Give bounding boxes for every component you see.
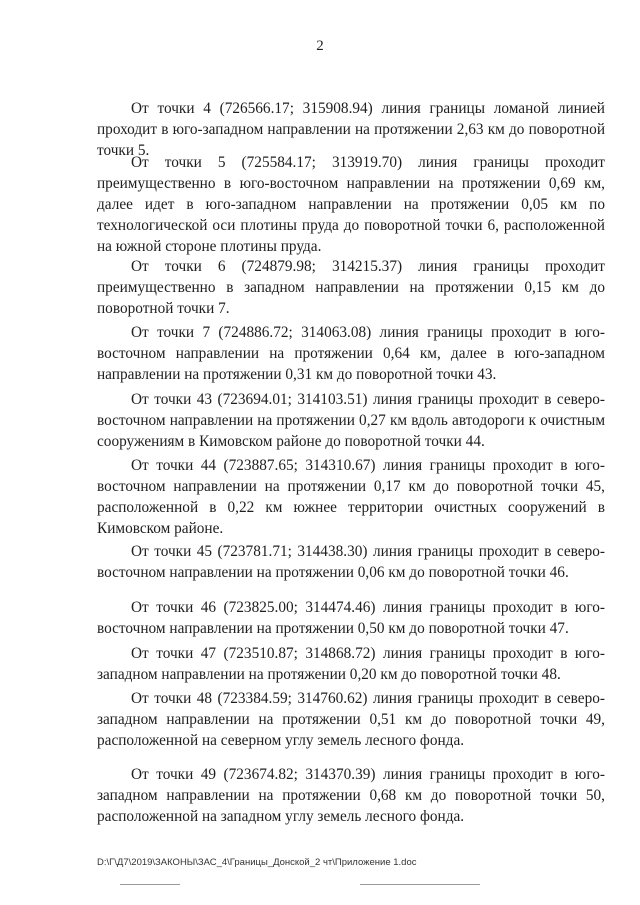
paragraph-point-7: От точки 7 (724886.72; 314063.08) линия границы проходит в юго-восточном направлении на протяжении 0,64 км, далее в юго-западном направлении на протяжении 0,31 км до поворотной точки 43. [97,324,605,383]
page-number: 2 [316,38,324,54]
paragraph-point-49: От точки 49 (723674.82; 314370.39) линия границы проходит в юго-западном направлении на протяжении 0,68 км до поворотной точки 50, расположенной на западном углу земель лесного фонда. [97,766,605,825]
paragraph-point-44: От точки 44 (723887.65; 314310.67) линия границы проходит в юго-восточном направлении на протяжении 0,17 км до поворотной точки 45, расположенной в 0,22 км южнее территории очистных сооружений в Кимовском районе. [97,457,605,537]
paragraph-point-43: От точки 43 (723694.01; 314103.51) линия границы проходит в северо-восточном направлении на протяжении 0,27 км вдоль автодороги к очистным сооружениям в Кимовском районе до поворотной точки 44. [97,391,605,450]
paragraph-point-5: От точки 5 (725584.17; 313919.70) линия границы проходит преимущественно в юго-восточном направлении на протяжении 0,69 км, далее идет в юго-западном направлении на протяжении 0,05 км по технологической оси плотины пруда до поворотной точки 6, расположенной на южной стороне плотины пруда. [97,154,605,255]
footer-file-path: D:\Г\Д7\2019\ЗАКОНЫ\ЗАС_4\Границы_Донской_2 чт\Приложение 1.doc [97,857,417,868]
scan-artifact [120,884,180,885]
paragraph-point-45: От точки 45 (723781.71; 314438.30) линия границы проходит в северо-восточном направлении на протяжении 0,06 км до поворотной точки 46. [97,543,605,581]
paragraph-point-6: От точки 6 (724879.98; 314215.37) линия границы проходит преимущественно в западном направлении на протяжении 0,15 км до поворотной точки 7. [97,258,605,317]
paragraph-point-48: От точки 48 (723384.59; 314760.62) линия границы проходит в северо-западном направлении на протяжении 0,51 км до поворотной точки 49, расположенной на северном углу земель лесного фонда. [97,690,605,749]
paragraph-point-47: От точки 47 (723510.87; 314868.72) линия границы проходит в юго-западном направлении на протяжении 0,20 км до поворотной точки 48. [97,645,605,683]
paragraph-point-46: От точки 46 (723825.00; 314474.46) линия границы проходит в юго-восточном направлении на протяжении 0,50 км до поворотной точки 47. [97,599,605,637]
paragraph-point-4: От точки 4 (726566.17; 315908.94) линия границы ломаной линией проходит в юго-западном направлении на протяжении 2,63 км до поворотной точки 5. [97,100,605,159]
scan-artifact [360,884,480,885]
